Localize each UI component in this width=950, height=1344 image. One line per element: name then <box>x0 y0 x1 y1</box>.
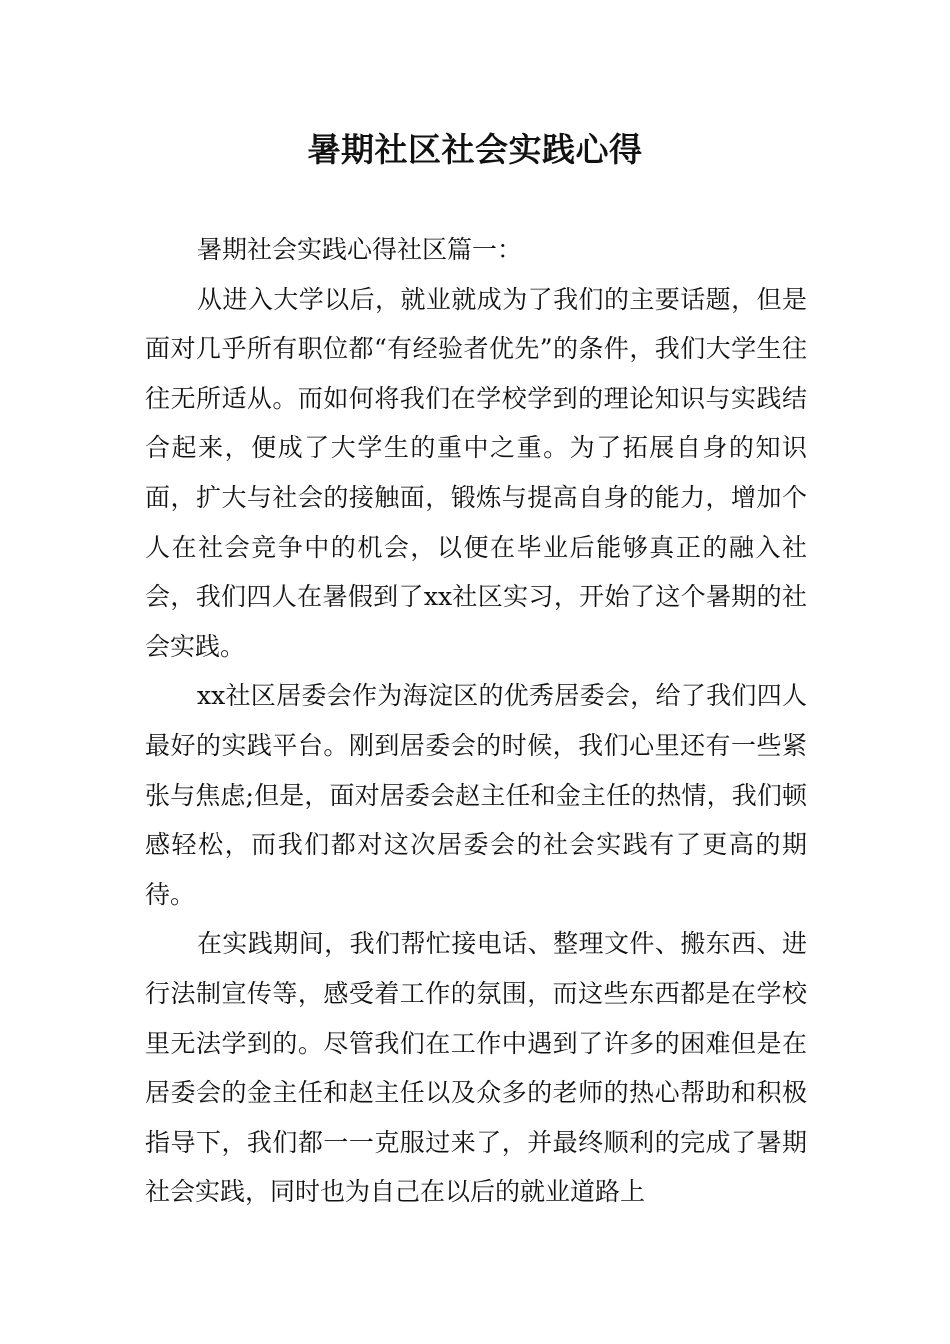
document-body <box>145 225 807 1217</box>
page-title: 暑期社区社会实践心得 <box>307 130 643 169</box>
paragraph-2: xx社区居委会作为海淀区的优秀居委会，给了我们四人最好的实践平台。刚到居委会的时候，我们心里还有一些紧张与焦虑;但是，面对居委会赵主任和金主任的热情，我们顿感轻松，而我们都对这次居委会的社会实践有了更高的期待。 <box>145 681 807 909</box>
paragraph-1: 从进入大学以后，就业就成为了我们的主要话题，但是面对几乎所有职位都“有经验者优先”的条件，我们大学生往往无所适从。而如何将我们在学校学到的理论知识与实践结合起来，便成了大学生的重中之重。为了拓展自身的知识面，扩大与社会的接触面，锻炼与提高自身的能力，增加个人在社会竞争中的机会，以便在毕业后能够真正的融入社会，我们四人在暑假到了xx社区实习，开始了这个暑期的社会实践。 <box>145 284 807 661</box>
paragraph-3: 在实践期间，我们帮忙接电话、整理文件、搬东西、进行法制宣传等，感受着工作的氛围，而这些东西都是在学校里无法学到的。尽管我们在工作中遇到了许多的困难但是在居委会的金主任和赵主任以及众多的老师的热心帮助和积极指导下，我们都一一克服过来了，并最终顺利的完成了暑期社会实践，同时也为自己在以后的就业道路上 <box>145 929 807 1207</box>
paragraph-section-heading: 暑期社会实践心得社区篇一： <box>197 235 523 264</box>
